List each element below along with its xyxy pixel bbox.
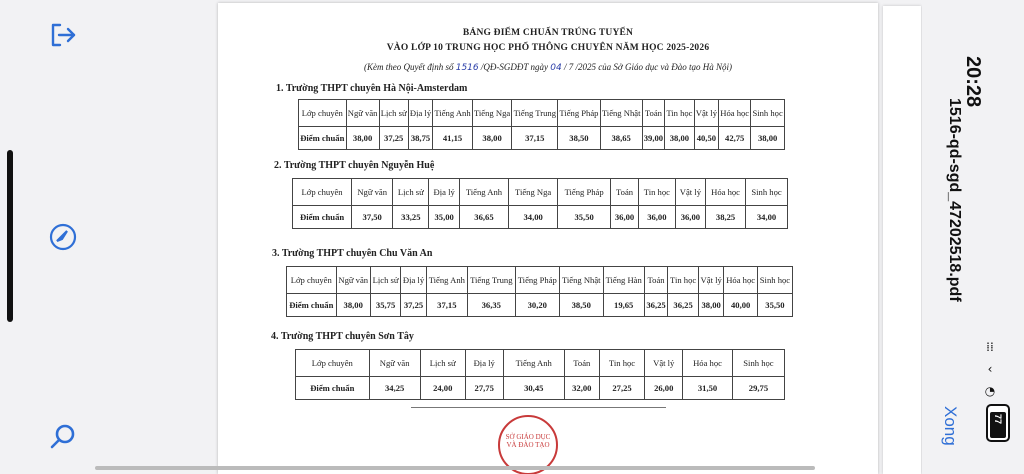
share-out-icon[interactable] xyxy=(48,20,78,50)
done-button[interactable]: Xong xyxy=(941,406,960,446)
score-cell: 33,25 xyxy=(393,206,429,229)
subject-header-cell: Tiếng Anh xyxy=(503,350,564,377)
decision-number: 1516 xyxy=(455,63,479,73)
subject-header-cell: Tiếng Trung xyxy=(512,100,558,127)
subject-header-cell: Tin học xyxy=(665,100,694,127)
signature-line xyxy=(411,407,666,408)
next-pdf-page[interactable] xyxy=(883,6,921,474)
score-cell: 36,25 xyxy=(644,294,667,317)
score-cell: 40,50 xyxy=(694,127,718,150)
score-cell: 38,00 xyxy=(346,127,379,150)
score-cell: 36,00 xyxy=(639,206,676,229)
table-header-row xyxy=(299,100,785,127)
subject-header-cell: Tiếng Pháp xyxy=(558,179,611,206)
score-cell: 36,00 xyxy=(675,206,705,229)
subject-header-cell: Tin học xyxy=(599,350,645,377)
score-cell: 37,25 xyxy=(379,127,408,150)
score-cell: 37,15 xyxy=(426,294,467,317)
doc-decision-note xyxy=(218,62,878,73)
score-cell: 38,00 xyxy=(472,127,512,150)
section-title-3: 3. Trường THPT chuyên Chu Văn An xyxy=(272,248,433,259)
subject-header-cell: Tiếng Nhật xyxy=(559,267,603,294)
score-cell: 38,50 xyxy=(559,294,603,317)
score-cell: 37,15 xyxy=(512,127,558,150)
status-time: 20:28 xyxy=(962,56,984,108)
subject-header-cell: Tiếng Anh xyxy=(426,267,467,294)
subject-header-cell: Ngữ văn xyxy=(369,350,420,377)
subject-header-cell: Tiếng Nga xyxy=(472,100,512,127)
subject-header-cell: Sinh học xyxy=(751,100,785,127)
table-header-row xyxy=(296,350,785,377)
score-cell: 37,25 xyxy=(401,294,426,317)
subject-header-cell: Lịch sử xyxy=(393,179,429,206)
score-cell: 42,75 xyxy=(719,127,751,150)
subject-header-cell: Tin học xyxy=(639,179,676,206)
subject-header-cell: Ngữ văn xyxy=(336,267,370,294)
row-label-cell: Điểm chuẩn xyxy=(299,127,347,150)
score-table-1 xyxy=(298,99,785,150)
score-cell: 27,25 xyxy=(599,377,645,400)
subject-header-cell: Hóa học xyxy=(683,350,733,377)
score-cell: 38,00 xyxy=(665,127,694,150)
score-cell: 39,00 xyxy=(642,127,665,150)
score-cell: 35,00 xyxy=(429,206,459,229)
battery-icon xyxy=(986,404,1010,442)
score-cell: 36,65 xyxy=(459,206,508,229)
score-cell: 29,75 xyxy=(732,377,784,400)
header-label-cell: Lớp chuyên xyxy=(296,350,370,377)
section-title-2: 2. Trường THPT chuyên Nguyễn Huệ xyxy=(274,160,435,171)
note-date-rest: / 7 /2025 của Sở Giáo dục và Đào tạo Hà Nội) xyxy=(563,62,732,72)
row-label-cell: Điểm chuẩn xyxy=(296,377,370,400)
score-table-4 xyxy=(295,349,785,400)
score-cell: 30,45 xyxy=(503,377,564,400)
score-cell: 38,50 xyxy=(558,127,600,150)
subject-header-cell: Sinh học xyxy=(732,350,784,377)
subject-header-cell: Địa lý xyxy=(429,179,459,206)
battery-level: 77 xyxy=(993,413,1003,424)
pdf-filename: 1516-qd-sgd_47202518.pdf xyxy=(946,98,963,302)
subject-header-cell: Ngữ văn xyxy=(346,100,379,127)
stamp-text: SỞ GIÁO DỤC VÀ ĐÀO TẠO xyxy=(505,433,551,449)
subject-header-cell: Sinh học xyxy=(757,267,792,294)
score-cell: 38,25 xyxy=(706,206,746,229)
table-row xyxy=(293,206,788,229)
header-label-cell: Lớp chuyên xyxy=(299,100,347,127)
score-table-3 xyxy=(286,266,793,317)
subject-header-cell: Tiếng Hàn xyxy=(603,267,644,294)
subject-header-cell: Toán xyxy=(644,267,667,294)
subject-header-cell: Tiếng Pháp xyxy=(515,267,559,294)
score-cell: 36,35 xyxy=(467,294,515,317)
subject-header-cell: Tiếng Nga xyxy=(509,179,558,206)
table-row xyxy=(299,127,785,150)
viewer-left-toolbar xyxy=(0,0,215,474)
subject-header-cell: Lịch sử xyxy=(420,350,465,377)
subject-header-cell: Tiếng Pháp xyxy=(558,100,600,127)
score-cell: 26,00 xyxy=(645,377,683,400)
subject-header-cell: Vật lý xyxy=(694,100,718,127)
score-table-2 xyxy=(292,178,788,229)
score-cell: 34,25 xyxy=(369,377,420,400)
subject-header-cell: Toán xyxy=(642,100,665,127)
note-prefix: (Kèm theo Quyết định số xyxy=(364,62,454,72)
score-cell: 35,50 xyxy=(757,294,792,317)
score-cell: 36,25 xyxy=(668,294,699,317)
section-title-1: 1. Trường THPT chuyên Hà Nội-Amsterdam xyxy=(276,83,468,94)
table-row xyxy=(287,294,793,317)
table-header-row xyxy=(287,267,793,294)
score-cell: 38,00 xyxy=(751,127,785,150)
wifi-icon: ◔ xyxy=(984,384,996,398)
doc-title-line1: BẢNG ĐIỂM CHUẨN TRÚNG TUYỂN xyxy=(462,28,634,38)
subject-header-cell: Sinh học xyxy=(746,179,788,206)
subject-header-cell: Địa lý xyxy=(401,267,426,294)
score-cell: 38,65 xyxy=(600,127,642,150)
subject-header-cell: Vật lý xyxy=(645,350,683,377)
score-cell: 37,50 xyxy=(352,206,393,229)
pdf-page[interactable] xyxy=(218,3,878,474)
score-cell: 32,00 xyxy=(564,377,599,400)
subject-header-cell: Hóa học xyxy=(724,267,757,294)
score-cell: 38,00 xyxy=(336,294,370,317)
subject-header-cell: Toán xyxy=(611,179,639,206)
score-cell: 34,00 xyxy=(746,206,788,229)
search-icon[interactable] xyxy=(48,422,78,452)
score-cell: 31,50 xyxy=(683,377,733,400)
compass-icon[interactable] xyxy=(48,222,78,252)
score-cell: 41,15 xyxy=(433,127,473,150)
score-cell: 30,20 xyxy=(515,294,559,317)
subject-header-cell: Tiếng Trung xyxy=(467,267,515,294)
note-day: 04 xyxy=(550,63,562,73)
header-label-cell: Lớp chuyên xyxy=(293,179,352,206)
subject-header-cell: Lịch sử xyxy=(370,267,400,294)
subject-header-cell: Địa lý xyxy=(408,100,432,127)
subject-header-cell: Toán xyxy=(564,350,599,377)
subject-header-cell: Ngữ văn xyxy=(352,179,393,206)
status-icons xyxy=(980,340,1000,406)
subject-header-cell: Tiếng Anh xyxy=(433,100,473,127)
chevron-left-icon[interactable]: ‹ xyxy=(987,362,993,376)
score-cell: 38,75 xyxy=(408,127,432,150)
score-cell: 35,75 xyxy=(370,294,400,317)
subject-header-cell: Hóa học xyxy=(706,179,746,206)
header-label-cell: Lớp chuyên xyxy=(287,267,337,294)
subject-header-cell: Vật lý xyxy=(698,267,723,294)
row-label-cell: Điểm chuẩn xyxy=(287,294,337,317)
swipe-handle[interactable] xyxy=(7,150,13,322)
section-title-4: 4. Trường THPT chuyên Sơn Tây xyxy=(271,331,414,342)
subject-header-cell: Hóa học xyxy=(719,100,751,127)
subject-header-cell: Tiếng Anh xyxy=(459,179,508,206)
grid-icon: ⁞⁞ xyxy=(986,340,994,354)
score-cell: 38,00 xyxy=(698,294,723,317)
doc-title-line2: VÀO LỚP 10 TRUNG HỌC PHỔ THÔNG CHUYÊN NĂM HỌC 2025-2026 xyxy=(386,43,710,53)
subject-header-cell: Tin học xyxy=(668,267,699,294)
subject-header-cell: Tiếng Nhật xyxy=(600,100,642,127)
subject-header-cell: Vật lý xyxy=(675,179,705,206)
row-label-cell: Điểm chuẩn xyxy=(293,206,352,229)
score-cell: 34,00 xyxy=(509,206,558,229)
score-cell: 40,00 xyxy=(724,294,757,317)
table-header-row xyxy=(293,179,788,206)
score-cell: 19,65 xyxy=(603,294,644,317)
note-middle: /QĐ-SGDĐT ngày xyxy=(480,62,548,72)
table-row xyxy=(296,377,785,400)
score-cell: 27,75 xyxy=(465,377,503,400)
horizontal-scrollbar[interactable] xyxy=(95,466,815,470)
subject-header-cell: Lịch sử xyxy=(379,100,408,127)
score-cell: 36,00 xyxy=(611,206,639,229)
score-cell: 24,00 xyxy=(420,377,465,400)
subject-header-cell: Địa lý xyxy=(465,350,503,377)
score-cell: 35,50 xyxy=(558,206,611,229)
